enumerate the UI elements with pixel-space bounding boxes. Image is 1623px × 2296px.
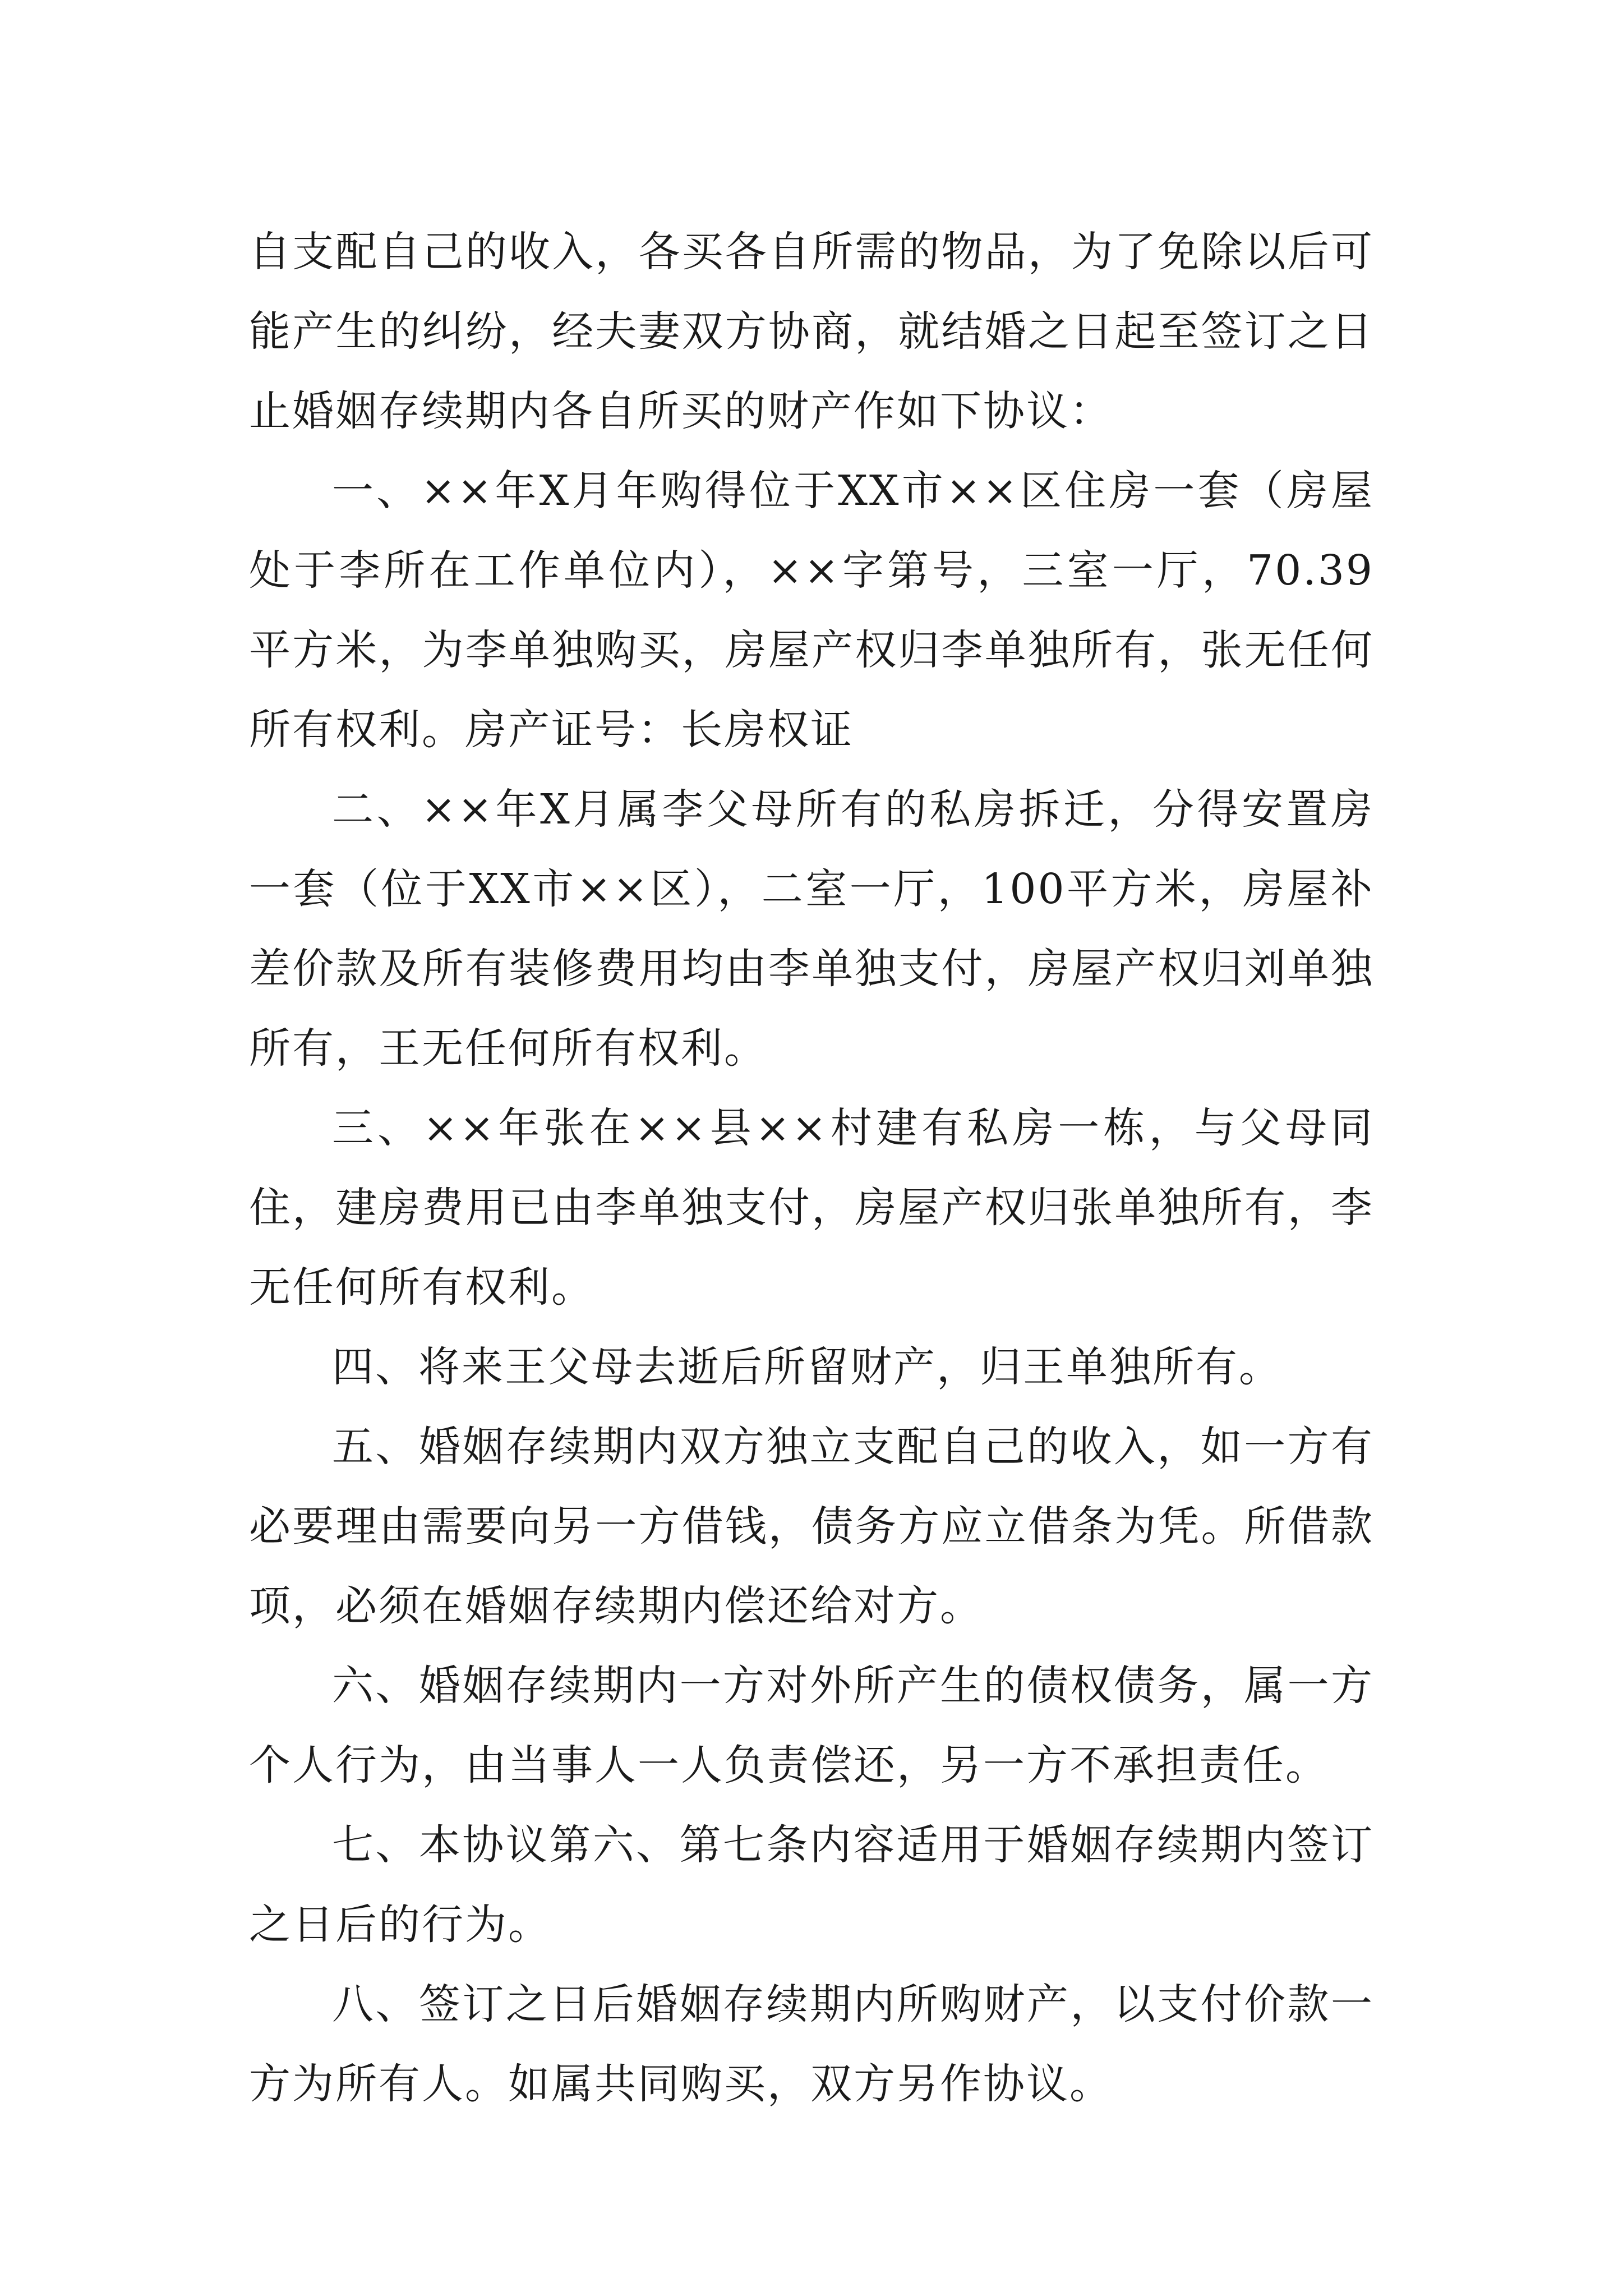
clause-7: 七、本协议第六、第七条内容适用于婚姻存续期内签订之日后的行为。 xyxy=(249,1821,1374,1949)
clause-2: 二、××年X月属李父母所有的私房拆迁，分得安置房一套（位于XX市××区），二室一厅，100平方米，房屋补差价款及所有装修费用均由李单独支付，房屋产权归刘单独所有，王无任何所有权利。 xyxy=(249,785,1374,1073)
clause-1: 一、××年X月年购得位于XX市××区住房一套（房屋处于李所在工作单位内），××字第号，三室一厅，70.39平方米，为李单独购买，房屋产权归李单独所有，张无任何所有权利。房产证号：长房权证 xyxy=(249,467,1374,754)
paragraph-continuation: 自支配自己的收入，各买各自所需的物品，为了免除以后可能产生的纠纷，经夫妻双方协商，就结婚之日起至签订之日止婚姻存续期内各自所买的财产作如下协议： xyxy=(249,228,1374,435)
clause-4: 四、将来王父母去逝后所留财产，归王单独所有。 xyxy=(332,1343,1282,1391)
document-body xyxy=(249,212,1374,2124)
clause-3: 三、××年张在××县××村建有私房一栋，与父母同住，建房费用已由李单独支付，房屋产权归张单独所有，李无任何所有权利。 xyxy=(249,1104,1374,1312)
clause-5: 五、婚姻存续期内双方独立支配自己的收入，如一方有必要理由需要向另一方借钱，债务方应立借条为凭。所借款项，必须在婚姻存续期内偿还给对方。 xyxy=(249,1423,1374,1630)
clause-6: 六、婚姻存续期内一方对外所产生的债权债务，属一方个人行为，由当事人一人负责偿还，另一方不承担责任。 xyxy=(249,1662,1374,1789)
clause-8: 八、签订之日后婚姻存续期内所购财产，以支付价款一方为所有人。如属共同购买，双方另作协议。 xyxy=(249,1980,1374,2108)
